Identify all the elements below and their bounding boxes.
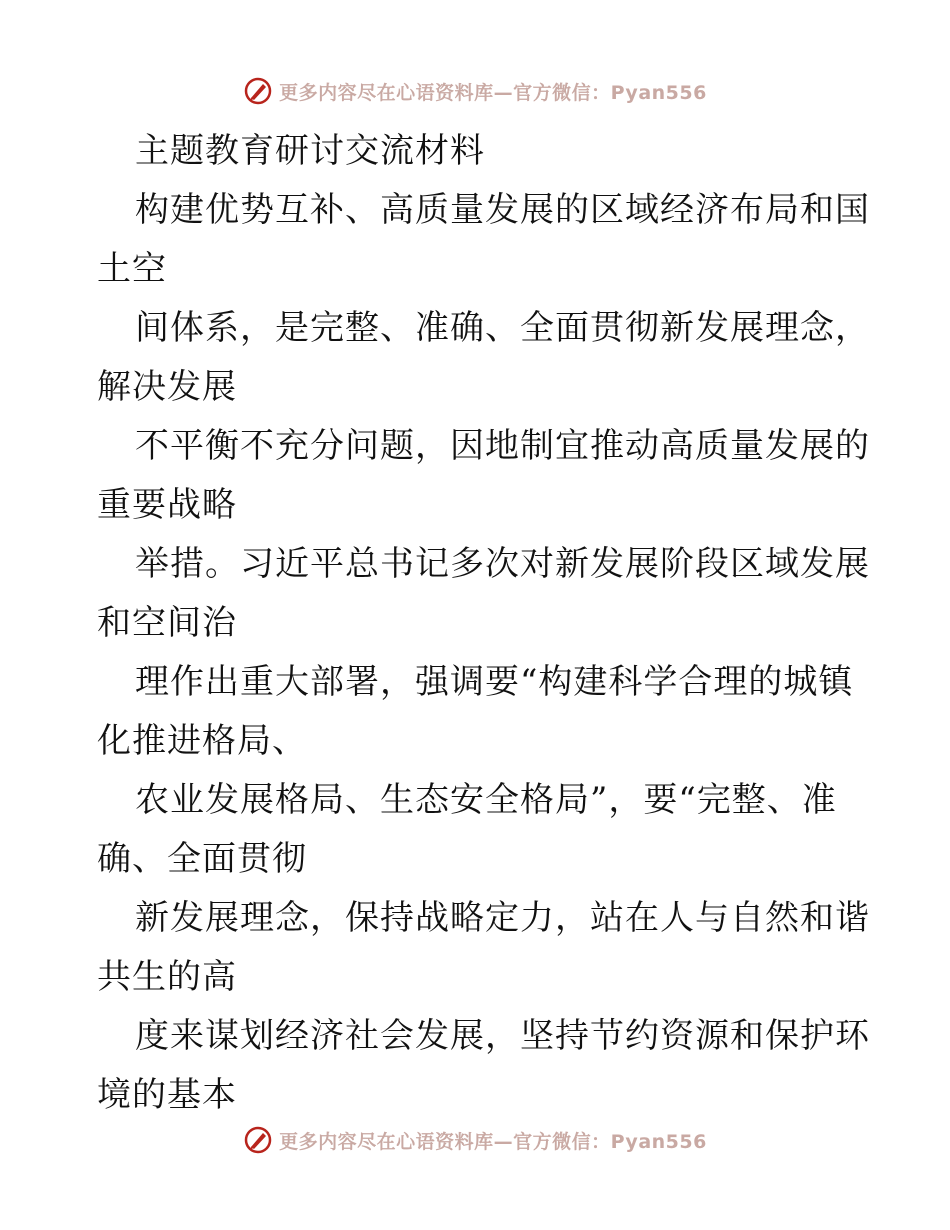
pen-logo-icon <box>243 1125 273 1155</box>
doc-line: 举措。习近平总书记多次对新发展阶段区域发展 <box>135 544 870 584</box>
doc-line: 新发展理念，保持战略定力，站在人与自然和谐 <box>135 898 870 938</box>
watermark-text: 更多内容尽在心语资料库—官方微信：Pyan556 <box>279 1130 707 1153</box>
doc-line: 构建优势互补、高质量发展的区域经济布局和国 <box>135 190 870 230</box>
doc-line: 确、全面贯彻 <box>97 839 307 879</box>
doc-line: 间体系，是完整、准确、全面贯彻新发展理念， <box>135 308 870 348</box>
doc-line: 农业发展格局、生态安全格局”，要“完整、准 <box>135 780 837 820</box>
header-watermark <box>0 74 950 108</box>
doc-line: 度来谋划经济社会发展，坚持节约资源和保护环 <box>135 1016 870 1056</box>
doc-line: 不平衡不充分问题，因地制宜推动高质量发展的 <box>135 426 870 466</box>
doc-title: 主题教育研讨交流材料 <box>135 131 485 171</box>
doc-line: 境的基本 <box>97 1075 237 1115</box>
doc-line: 重要战略 <box>97 485 237 525</box>
doc-line: 解决发展 <box>97 367 237 407</box>
doc-line: 化推进格局、 <box>97 721 307 761</box>
footer-watermark <box>0 1123 950 1157</box>
pen-logo-icon <box>243 76 273 106</box>
doc-line: 理作出重大部署，强调要“构建科学合理的城镇 <box>135 662 854 702</box>
document-body <box>97 122 870 1125</box>
doc-line: 和空间治 <box>97 603 237 643</box>
doc-line: 共生的高 <box>97 957 237 997</box>
watermark-text: 更多内容尽在心语资料库—官方微信：Pyan556 <box>279 81 707 104</box>
doc-line: 土空 <box>97 249 167 289</box>
